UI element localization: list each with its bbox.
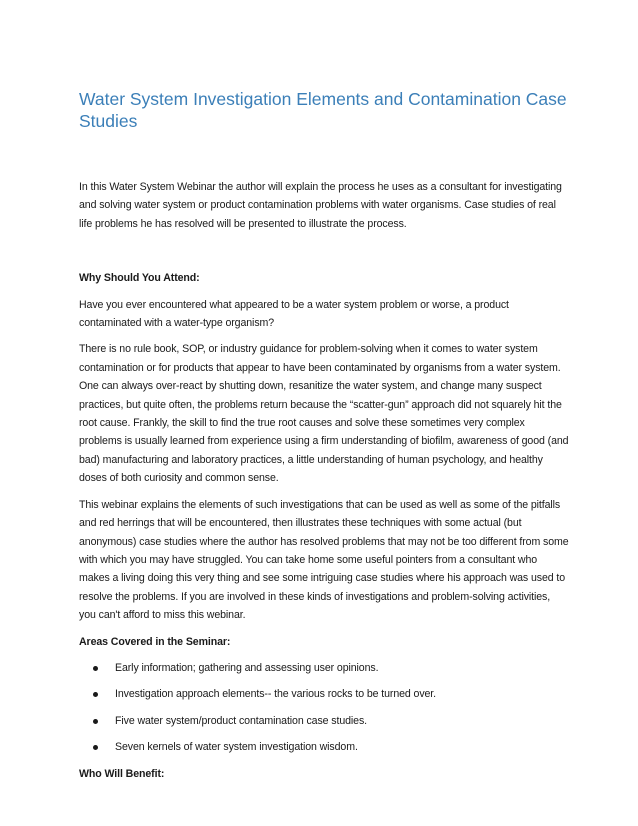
bullet-icon [93, 666, 98, 671]
areas-list [79, 659, 569, 757]
why-paragraph-2: There is no rule book, SOP, or industry guidance for problem-solving when it comes to water system contamination or for products that appear to have been contaminated by organisms from a water system. One can always over-react by shutting down, resanitize the water system, and change many suspect practices, but quite often, the problems return because the “scatter-gun” approach did not squarely hit the root cause. Frankly, the skill to find the true root causes and solve these sometimes very complex problems is usually learned from experience using a firm understanding of biofilm, awareness of good (and bad) manufacturing and laboratory practices, a little understanding of human psychology, and healthy doses of both curiosity and common sense. [79, 343, 569, 485]
list-item [79, 738, 569, 756]
list-item-text: Five water system/product contamination case studies. [115, 714, 368, 727]
list-item-text: Seven kernels of water system investigation wisdom. [115, 741, 358, 754]
who-will-benefit-heading: Who Will Benefit: [79, 767, 165, 780]
list-item [79, 712, 569, 730]
bullet-icon [93, 692, 98, 697]
list-item-text: Investigation approach elements-- the various rocks to be turned over. [115, 688, 436, 701]
bullet-icon [93, 745, 98, 750]
bullet-icon [93, 719, 98, 724]
list-item [79, 685, 569, 703]
why-attend-heading: Why Should You Attend: [79, 272, 200, 285]
areas-covered-heading: Areas Covered in the Seminar: [79, 635, 231, 648]
list-item-text: Early information; gathering and assessing user opinions. [115, 661, 379, 674]
why-paragraph-1: Have you ever encountered what appeared to be a water system problem or worse, a product contaminated with a water-type organism? [79, 298, 509, 330]
document-page [79, 88, 569, 791]
document-title: Water System Investigation Elements and Contamination Case Studies [79, 89, 567, 131]
list-item [79, 659, 569, 677]
why-paragraph-3: This webinar explains the elements of such investigations that can be used as well as some of the pitfalls and red herrings that will be encountered, then illustrates these techniques with some actual (but anonymous) case studies where the author has resolved problems that may not be too different from some with which you may have struggled. You can take home some useful pointers from a consultant who makes a living doing this very thing and see some intriguing case studies where his approach was used to resolve the problems. If you are involved in these kinds of investigations and problem-solving activities, you can't afford to miss this webinar. [79, 498, 569, 622]
intro-paragraph: In this Water System Webinar the author will explain the process he uses as a consultant for investigating and solving water system or product contamination problems with water organisms. Case studies of real life problems he has resolved will be presented to illustrate the process. [79, 181, 562, 230]
